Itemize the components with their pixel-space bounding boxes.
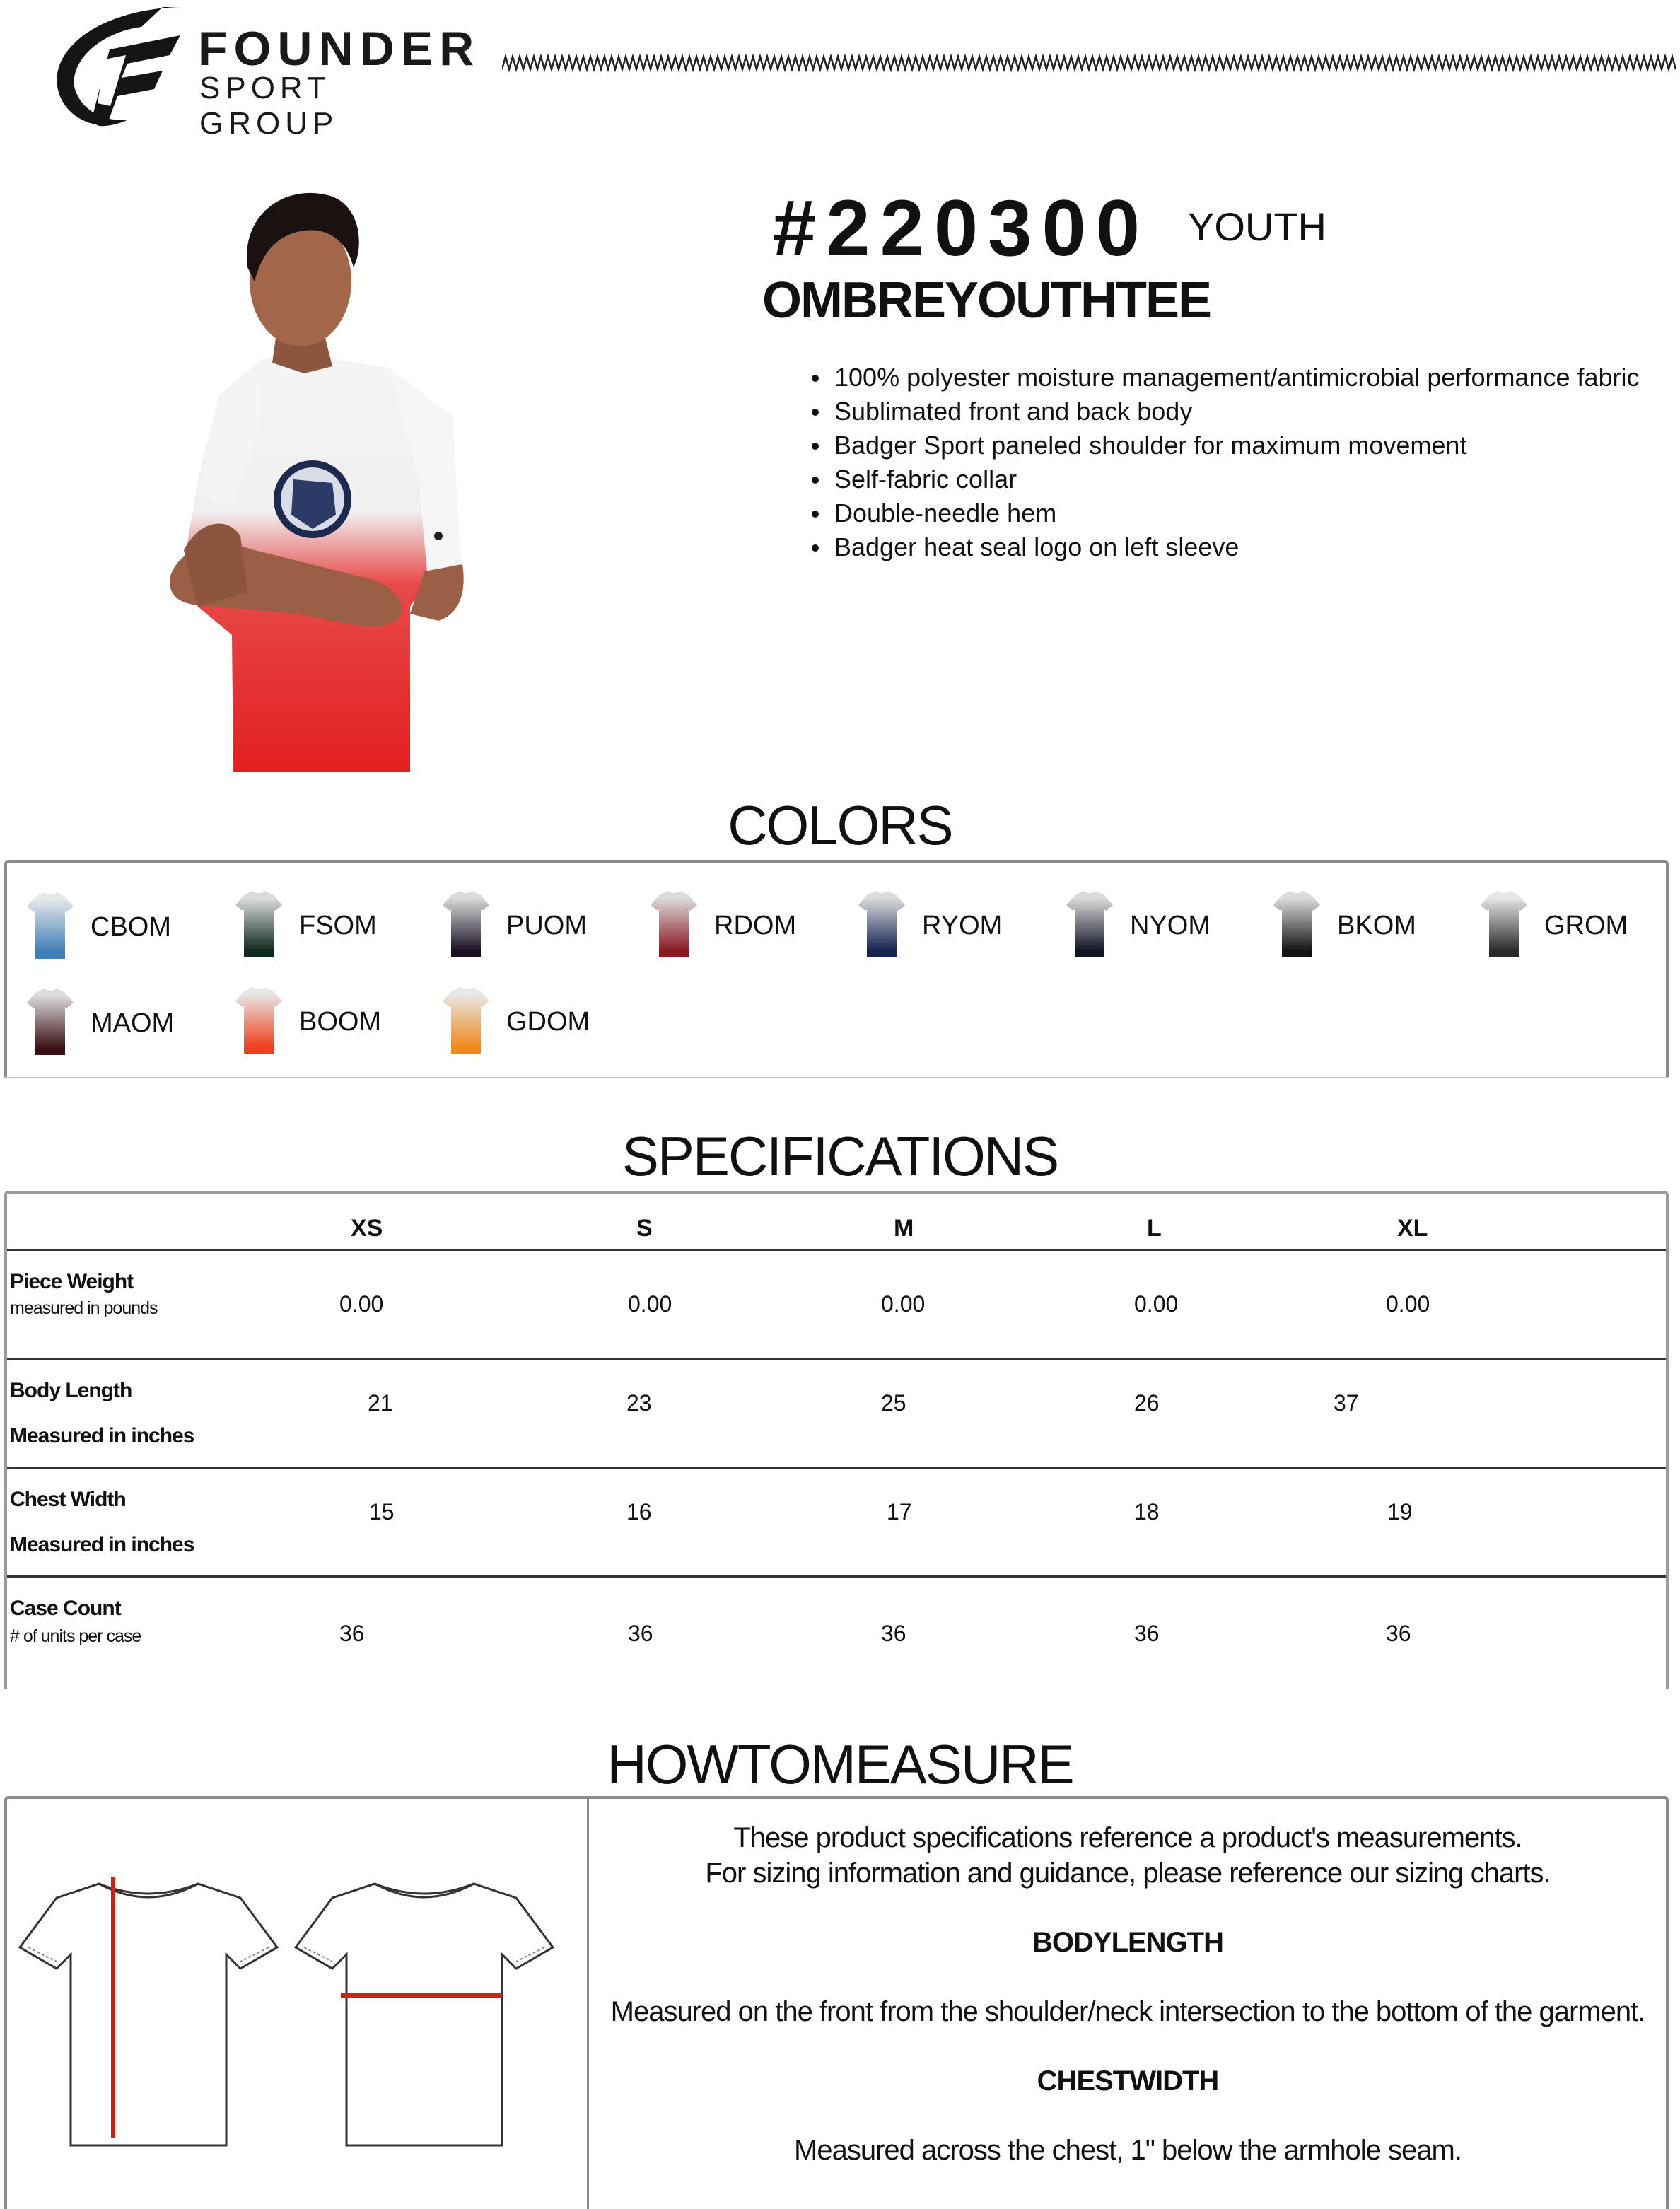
- table-cell: 18: [1134, 1499, 1160, 1525]
- color-code: CBOM: [91, 912, 171, 942]
- shirt-body-length-diagram: [14, 1870, 283, 2152]
- shirt-swatch-icon: [857, 890, 906, 960]
- brand-name: FOUNDER: [198, 22, 481, 76]
- table-cell: 0.00: [1386, 1291, 1430, 1317]
- shirt-chest-width-diagram: [290, 1870, 559, 2152]
- table-cell: 0.00: [339, 1291, 384, 1317]
- size-header-s: S: [636, 1215, 653, 1242]
- size-header-xl: XL: [1397, 1215, 1428, 1242]
- color-code: NYOM: [1130, 911, 1211, 940]
- color-code: RYOM: [922, 911, 1003, 940]
- table-divider: [7, 1249, 1666, 1251]
- table-divider: [7, 1358, 1666, 1360]
- shirt-swatch-icon: [441, 986, 491, 1056]
- color-swatch: [430, 986, 635, 1063]
- color-code: MAOM: [91, 1008, 175, 1038]
- table-cell: 36: [339, 1621, 365, 1646]
- table-divider: [7, 1575, 1666, 1578]
- intro-line: For sizing information and guidance, please reference our sizing charts.: [705, 1858, 1551, 1889]
- table-cell: 19: [1387, 1499, 1413, 1525]
- chest-width-heading: CHESTWIDTH: [1037, 2065, 1219, 2097]
- feature-item: Badger Sport paneled shoulder for maximum movement: [812, 429, 1640, 462]
- shirt-swatch-icon: [1272, 890, 1322, 960]
- size-header-l: L: [1147, 1215, 1162, 1242]
- color-code: FSOM: [299, 911, 377, 940]
- color-swatch: [223, 890, 428, 967]
- brand-logo: [42, 0, 481, 141]
- feature-item: Sublimated front and back body: [812, 395, 1640, 429]
- row-sub-body-length: Measured in inches: [10, 1424, 194, 1447]
- shirt-swatch-icon: [234, 986, 284, 1056]
- color-swatch: [1054, 890, 1259, 967]
- shirt-swatch-icon: [649, 890, 699, 960]
- row-sub-piece-weight: measured in pounds: [10, 1298, 158, 1318]
- table-cell: 26: [1134, 1390, 1160, 1416]
- feature-item: Double-needle hem: [812, 496, 1640, 530]
- table-cell: 16: [626, 1499, 652, 1525]
- panel-divider: [587, 1799, 589, 2209]
- shirt-swatch-icon: [25, 891, 75, 962]
- table-cell: 17: [887, 1499, 912, 1525]
- row-label-piece-weight: Piece Weight: [10, 1270, 134, 1293]
- feature-item: Badger heat seal logo on left sleeve: [812, 530, 1640, 564]
- feature-item: 100% polyester moisture management/antimicrobial performance fabric: [812, 361, 1640, 395]
- shirt-swatch-icon: [234, 890, 284, 960]
- table-cell: 36: [881, 1621, 906, 1646]
- color-swatch: [223, 986, 428, 1063]
- table-cell: 37: [1334, 1390, 1359, 1416]
- table-cell: 0.00: [1134, 1291, 1179, 1317]
- table-cell: 15: [369, 1499, 395, 1525]
- table-divider: [7, 1467, 1666, 1469]
- color-code: GDOM: [506, 1007, 590, 1037]
- table-cell: 0.00: [881, 1291, 926, 1317]
- model-number: #220300: [772, 184, 1150, 272]
- color-code: PUOM: [506, 911, 587, 940]
- row-sub-case-count: # of units per case: [10, 1626, 141, 1646]
- table-cell: 36: [628, 1621, 653, 1646]
- feature-list: [812, 361, 1640, 564]
- color-code: RDOM: [714, 911, 797, 940]
- brand-subname: SPORT GROUP: [199, 71, 339, 141]
- color-swatch: [430, 890, 635, 967]
- color-swatch: [14, 891, 219, 969]
- how-to-measure-title: HOWTOMEASURE: [607, 1733, 1073, 1795]
- row-label-case-count: Case Count: [10, 1597, 121, 1620]
- shirt-swatch-icon: [1065, 890, 1114, 960]
- shirt-swatch-icon: [25, 987, 75, 1058]
- table-cell: 23: [626, 1390, 652, 1416]
- size-header-m: M: [894, 1215, 914, 1242]
- color-swatch: [14, 987, 219, 1065]
- color-swatch: [1261, 890, 1466, 967]
- colors-panel: [4, 860, 1669, 1079]
- row-label-chest-width: Chest Width: [10, 1488, 126, 1511]
- specifications-title: SPECIFICATIONS: [622, 1125, 1058, 1187]
- color-code: GROM: [1544, 911, 1628, 940]
- table-cell: 36: [1386, 1621, 1411, 1646]
- row-label-body-length: Body Length: [10, 1379, 132, 1402]
- spec-table: [4, 1191, 1669, 1689]
- color-code: BKOM: [1337, 911, 1416, 940]
- colors-title: COLORS: [728, 794, 952, 856]
- founder-logo-mark-icon: [42, 0, 198, 134]
- shirt-swatch-icon: [1479, 890, 1529, 960]
- table-cell: 21: [368, 1390, 393, 1416]
- how-to-measure-text: [608, 1820, 1647, 2168]
- size-header-xs: XS: [351, 1215, 383, 1242]
- color-code: BOOM: [299, 1007, 382, 1037]
- header-zigzag-divider: [502, 54, 1676, 72]
- body-length-heading: BODYLENGTH: [1032, 1927, 1223, 1958]
- feature-item: Self-fabric collar: [812, 462, 1640, 496]
- body-length-text: Measured on the front from the shoulder/neck intersection to the bottom of the garment.: [610, 1996, 1645, 2027]
- color-swatch: [846, 890, 1051, 967]
- table-cell: 0.00: [628, 1291, 672, 1317]
- intro-line: These product specifications reference a product's measurements.: [733, 1822, 1522, 1853]
- table-cell: 36: [1134, 1621, 1160, 1646]
- color-swatch: [638, 890, 843, 967]
- row-sub-chest-width: Measured in inches: [10, 1533, 194, 1556]
- shirt-swatch-icon: [441, 890, 491, 960]
- model-tag: YOUTH: [1188, 204, 1326, 249]
- product-photo: [156, 182, 467, 772]
- color-swatch: [1468, 890, 1673, 967]
- table-cell: 25: [881, 1390, 906, 1416]
- model-name: OMBREYOUTHTEE: [762, 272, 1211, 329]
- chest-width-text: Measured across the chest, 1" below the armhole seam.: [794, 2135, 1462, 2166]
- how-to-measure-panel: [4, 1796, 1669, 2209]
